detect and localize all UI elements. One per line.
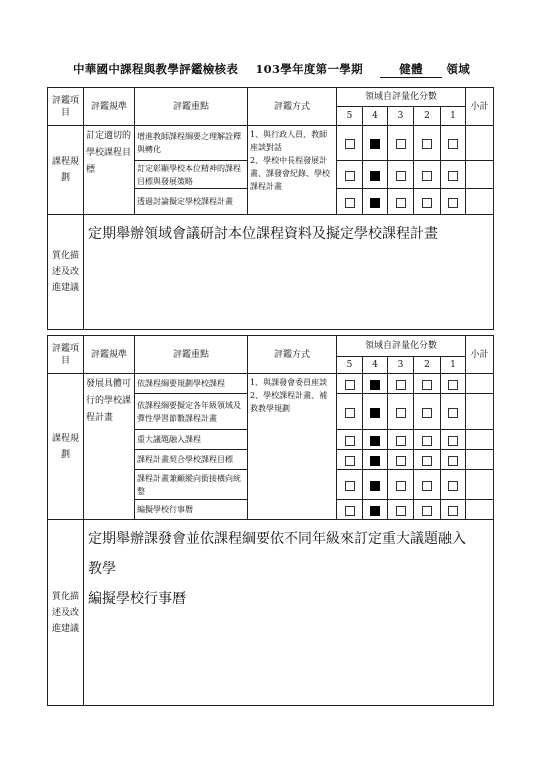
score-checkbox[interactable] bbox=[422, 408, 432, 418]
header-rule: 評鑑規準 bbox=[84, 336, 135, 374]
score-checkbox[interactable] bbox=[448, 171, 458, 181]
category-label: 課程規劃 bbox=[48, 374, 84, 520]
focus-item: 透過討論擬定學校課程計畫 bbox=[135, 189, 248, 215]
score-cell bbox=[414, 500, 441, 520]
score-checkbox[interactable] bbox=[370, 139, 380, 149]
score-cell bbox=[388, 189, 414, 215]
score-cell bbox=[363, 189, 388, 215]
comment-area bbox=[84, 215, 494, 330]
score-checkbox[interactable] bbox=[345, 198, 355, 208]
score-cell bbox=[414, 450, 441, 470]
score-cell bbox=[441, 394, 466, 430]
score-checkbox[interactable] bbox=[422, 506, 432, 516]
focus-item: 課程計畫契合學校課程目標 bbox=[135, 450, 248, 470]
header-method: 評鑑方式 bbox=[248, 336, 337, 374]
score-checkbox[interactable] bbox=[396, 506, 406, 516]
method-cell bbox=[248, 374, 337, 520]
score-checkbox[interactable] bbox=[370, 506, 380, 516]
score-cell bbox=[363, 500, 388, 520]
score-cell bbox=[363, 161, 388, 189]
method-text: 1、與行政人員、教師座談對話 bbox=[250, 130, 328, 152]
score-cell bbox=[414, 126, 441, 161]
score-checkbox[interactable] bbox=[422, 171, 432, 181]
score-checkbox[interactable] bbox=[422, 481, 432, 491]
header-subtotal: 小計 bbox=[466, 88, 494, 126]
score-cell bbox=[363, 430, 388, 450]
qualitative-label: 質化描述及改進建議 bbox=[48, 215, 84, 330]
score-checkbox[interactable] bbox=[370, 198, 380, 208]
focus-item: 依課程綱要規劃學校課程 bbox=[135, 374, 248, 394]
method-text: 1、與課發會委員座談 bbox=[250, 378, 328, 387]
score-checkbox[interactable] bbox=[396, 139, 406, 149]
focus-item: 依課程綱要擬定各年級領域及彈性學習節數課程計畫 bbox=[135, 394, 248, 430]
focus-item: 課程計畫兼顧縱向銜接橫向統整 bbox=[135, 470, 248, 500]
score-checkbox[interactable] bbox=[422, 198, 432, 208]
score-cell bbox=[388, 500, 414, 520]
score-cell bbox=[337, 500, 363, 520]
score-cell bbox=[388, 450, 414, 470]
score-cell bbox=[337, 161, 363, 189]
subtotal-cell bbox=[466, 126, 494, 161]
comment-line: 定期舉辦課發會並依課程綱要依不同年級來訂定重大議題融入 bbox=[88, 531, 466, 547]
score-cell bbox=[414, 374, 441, 394]
focus-item: 編擬學校行事曆 bbox=[135, 500, 248, 520]
qualitative-label: 質化描述及改進建議 bbox=[48, 520, 84, 706]
score-cell bbox=[363, 126, 388, 161]
score-checkbox[interactable] bbox=[345, 380, 355, 390]
score-cell bbox=[441, 126, 466, 161]
score-checkbox[interactable] bbox=[448, 436, 458, 446]
score-header: 1 bbox=[441, 107, 466, 126]
score-checkbox[interactable] bbox=[370, 456, 380, 466]
score-cell bbox=[441, 161, 466, 189]
score-checkbox[interactable] bbox=[396, 380, 406, 390]
method-text: 2、學校中長程發展計畫、課發會紀錄、學校課程計畫 bbox=[250, 156, 330, 191]
term-text: 103學年度第一學期 bbox=[255, 62, 363, 76]
score-cell bbox=[441, 500, 466, 520]
score-header: 4 bbox=[363, 107, 388, 126]
score-header: 2 bbox=[414, 357, 441, 374]
score-checkbox[interactable] bbox=[448, 481, 458, 491]
header-method: 評鑑方式 bbox=[248, 88, 337, 126]
score-cell bbox=[414, 189, 441, 215]
score-cell bbox=[337, 394, 363, 430]
score-checkbox[interactable] bbox=[448, 456, 458, 466]
score-checkbox[interactable] bbox=[422, 139, 432, 149]
evaluation-table-1 bbox=[47, 87, 494, 330]
score-checkbox[interactable] bbox=[396, 456, 406, 466]
score-cell bbox=[414, 430, 441, 450]
score-cell bbox=[441, 374, 466, 394]
score-checkbox[interactable] bbox=[396, 436, 406, 446]
score-header: 4 bbox=[363, 357, 388, 374]
score-cell bbox=[337, 450, 363, 470]
score-cell bbox=[388, 374, 414, 394]
subtotal-cell bbox=[466, 189, 494, 215]
rule-text: 訂定適切的學校課程目標 bbox=[84, 126, 135, 215]
header-scale: 領域自評量化分數 bbox=[337, 336, 466, 357]
score-cell bbox=[363, 394, 388, 430]
score-checkbox[interactable] bbox=[396, 481, 406, 491]
score-checkbox[interactable] bbox=[370, 171, 380, 181]
domain-field: 健體 bbox=[380, 61, 442, 78]
score-cell bbox=[441, 189, 466, 215]
subtotal-cell bbox=[466, 430, 494, 450]
score-header: 5 bbox=[337, 357, 363, 374]
category-label: 課程規劃 bbox=[48, 126, 84, 215]
score-cell bbox=[441, 430, 466, 450]
score-cell bbox=[388, 126, 414, 161]
comment-line: 編擬學校行事曆 bbox=[88, 591, 186, 607]
score-checkbox[interactable] bbox=[448, 139, 458, 149]
score-checkbox[interactable] bbox=[345, 139, 355, 149]
score-checkbox[interactable] bbox=[422, 456, 432, 466]
subtotal-cell bbox=[466, 374, 494, 394]
title-prefix: 中華國中課程與教學評鑑檢核表 bbox=[72, 62, 239, 76]
header-item: 評鑑項目 bbox=[48, 88, 84, 126]
header-scale: 領域自評量化分數 bbox=[337, 88, 466, 107]
score-cell bbox=[414, 161, 441, 189]
score-header: 5 bbox=[337, 107, 363, 126]
score-checkbox[interactable] bbox=[345, 481, 355, 491]
score-checkbox[interactable] bbox=[345, 436, 355, 446]
focus-item: 增進教師課程綱要之理解詮釋與轉化 bbox=[135, 126, 248, 161]
score-checkbox[interactable] bbox=[448, 380, 458, 390]
score-checkbox[interactable] bbox=[448, 506, 458, 516]
form-title bbox=[0, 61, 543, 78]
score-header: 3 bbox=[388, 107, 414, 126]
score-cell bbox=[337, 374, 363, 394]
comment-line: 教學 bbox=[88, 561, 116, 577]
comment-area bbox=[84, 520, 494, 706]
score-cell bbox=[414, 394, 441, 430]
score-cell bbox=[337, 430, 363, 450]
subtotal-cell bbox=[466, 394, 494, 430]
score-checkbox[interactable] bbox=[345, 456, 355, 466]
score-cell bbox=[363, 374, 388, 394]
evaluation-table-2 bbox=[47, 335, 494, 706]
score-checkbox[interactable] bbox=[448, 408, 458, 418]
subtotal-cell bbox=[466, 161, 494, 189]
score-cell bbox=[388, 161, 414, 189]
focus-item: 重大議題融入課程 bbox=[135, 430, 248, 450]
score-cell bbox=[414, 470, 441, 500]
score-checkbox[interactable] bbox=[370, 481, 380, 491]
score-cell bbox=[388, 470, 414, 500]
score-cell bbox=[363, 470, 388, 500]
score-checkbox[interactable] bbox=[345, 506, 355, 516]
domain-suffix: 領域 bbox=[446, 62, 471, 76]
focus-item: 訂定彰顯學校本位精神的課程目標與發展策略 bbox=[135, 161, 248, 189]
score-checkbox[interactable] bbox=[370, 380, 380, 390]
subtotal-cell bbox=[466, 500, 494, 520]
score-cell bbox=[337, 470, 363, 500]
score-cell bbox=[388, 430, 414, 450]
score-checkbox[interactable] bbox=[345, 171, 355, 181]
score-checkbox[interactable] bbox=[345, 408, 355, 418]
subtotal-cell bbox=[466, 450, 494, 470]
header-item: 評鑑項目 bbox=[48, 336, 84, 374]
score-checkbox[interactable] bbox=[396, 408, 406, 418]
score-checkbox[interactable] bbox=[396, 198, 406, 208]
score-header: 2 bbox=[414, 107, 441, 126]
score-checkbox[interactable] bbox=[370, 408, 380, 418]
score-cell bbox=[337, 189, 363, 215]
score-header: 3 bbox=[388, 357, 414, 374]
score-cell bbox=[388, 394, 414, 430]
comment-line: 定期舉辦領域會議研討本位課程資料及擬定學校課程計畫 bbox=[88, 226, 438, 242]
score-cell bbox=[441, 450, 466, 470]
header-focus: 評鑑重點 bbox=[135, 336, 248, 374]
score-checkbox[interactable] bbox=[396, 171, 406, 181]
score-checkbox[interactable] bbox=[448, 198, 458, 208]
score-header: 1 bbox=[441, 357, 466, 374]
score-checkbox[interactable] bbox=[422, 436, 432, 446]
score-checkbox[interactable] bbox=[370, 436, 380, 446]
header-focus: 評鑑重點 bbox=[135, 88, 248, 126]
header-subtotal: 小計 bbox=[466, 336, 494, 374]
method-cell bbox=[248, 126, 337, 215]
score-cell bbox=[337, 126, 363, 161]
score-cell bbox=[363, 450, 388, 470]
score-cell bbox=[441, 470, 466, 500]
score-checkbox[interactable] bbox=[422, 380, 432, 390]
method-text: 2、學校課程計畫、補救教學規劃 bbox=[250, 391, 328, 413]
header-rule: 評鑑規準 bbox=[84, 88, 135, 126]
subtotal-cell bbox=[466, 470, 494, 500]
rule-text: 發展具體可行的學校課程計畫 bbox=[84, 374, 135, 520]
